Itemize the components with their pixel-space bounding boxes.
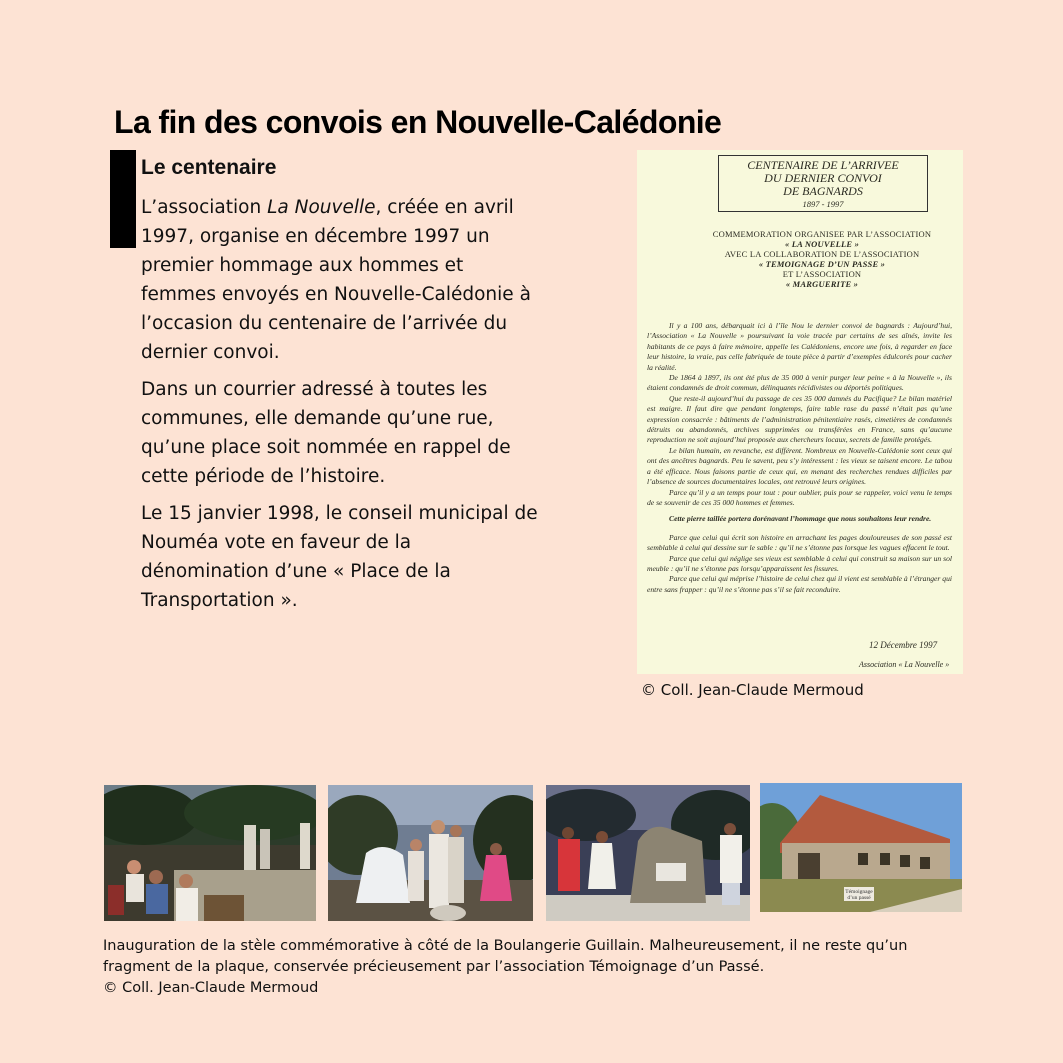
crowd-photo: [104, 785, 316, 921]
paragraph-text: , créée en avril 1997, organise en décembre 1997 un premier hommage aux hommes et femmes envoyés en Nouvelle-Calédonie à l’occasion du centenaire de l’arrivée du dernier convoi.: [141, 197, 531, 363]
document-header-line: DU DERNIER CONVOI: [764, 171, 882, 185]
paragraph-association: [141, 193, 541, 367]
organizer-name: « MARGUERITE »: [785, 279, 859, 289]
association-name: La Nouvelle: [267, 197, 376, 218]
document-years: 1897 - 1997: [802, 199, 844, 209]
paragraph-courrier: Dans un courrier adressé à toutes les communes, elle demande qu’une rue, qu’une place soit nommée en rappel de cette période de l’histoire.: [141, 379, 511, 487]
unveiling-photo: [328, 785, 533, 921]
organizer-name: « LA NOUVELLE »: [784, 239, 860, 249]
organizer-line: AVEC LA COLLABORATION DE L’ASSOCIATION: [724, 249, 920, 259]
document-date: 12 Décembre 1997: [869, 640, 938, 650]
organizer-line: COMMEMORATION ORGANISEE PAR L’ASSOCIATION: [712, 229, 932, 239]
document-credit: © Coll. Jean-Claude Mermoud: [641, 681, 864, 699]
commemoration-document: [637, 150, 963, 674]
document-paragraph: Il y a 100 ans, débarquait ici à l’île Nou le dernier convoi de bagnards : Aujourd’hui, l’Association « La Nouvelle » poursuivant la voie tracée par certains de ses aînés, invite les habitants de ce pays à faire mémoire, appelle les Calédoniens, encore une fois, à regarder en face leur histoire, la vraie, pas celle fabriquée de toute pièce à partir d’exemples édulcorés pour cacher la réalité.: [647, 321, 952, 372]
paragraph-text: L’association: [141, 197, 268, 218]
page-title: La fin des convois en Nouvelle-Calédonie: [114, 104, 722, 140]
caption-credit: © Coll. Jean-Claude Mermoud: [103, 980, 319, 996]
bakery-photo: [760, 783, 962, 912]
photo-caption: [103, 936, 963, 999]
document-paragraph: Parce qu’il y a un temps pour tout : pour oublier, puis pour se rappeler, voici venu le temps de se souvenir de ces 35 000 hommes et femmes.: [647, 487, 952, 507]
section-marker-bar: [110, 150, 136, 248]
section-body: [141, 193, 541, 623]
document-header-line: DE BAGNARDS: [783, 184, 863, 198]
document-organizers: [697, 229, 947, 289]
document-paragraph: Parce que celui qui écrit son histoire en arrachant les pages douloureuses de son passé est semblable à celui qui dessine sur le sable : qu’il ne s’étonne pas lorsque les vagues effacent le tout.: [647, 532, 952, 553]
document-text: [647, 321, 952, 595]
document-paragraph: Parce que celui qui néglige ses vieux est semblable à celui qui construit sa maison sur un sol meuble : qu’il ne s’étonne pas lorsqu’apparaissent les fissures.: [647, 553, 952, 573]
paragraph-vote: Le 15 janvier 1998, le conseil municipal de Nouméa vote en faveur de la dénomination d’une « Place de la Transportation ».: [141, 503, 538, 611]
document-paragraph: De 1864 à 1897, ils ont été plus de 35 000 à venir purger leur peine « à la Nouvelle », ils étaient condamnés de droit commun, délinquants récidivistes ou déportés politiques.: [647, 373, 952, 393]
document-header-box: [718, 155, 928, 212]
document-paragraph: Le bilan humain, en revanche, est différent. Nombreux en Nouvelle-Calédonie sont ceux qui ont des ancêtres bagnards. Peu le savent, peu s’y intéressent : les vieux se taisent encore. Le tabou a été efficace. Nous faisons partie de ceux qui, en menant des recherches rendues difficiles par l’absence de sources documentaires locales, ont retrouvé leurs origines.: [647, 445, 952, 487]
document-paragraph: Que reste-il aujourd’hui du passage de ces 35 000 damnés du Pacifique? Le bilan matériel est maigre. Il faut dire que pendant longtemps, faire table rase du passé n’était pas qu’une expression consacrée : bâtiments de l’administration pénitentiaire rasés, cimetières de condamnés détruits ou abandonnés, archives supprimées ou transférées en France, sans qu’aucune reproduction ne soit aujourd’hui proposée aux chercheurs locaux, secrets de famille protégés.: [647, 393, 952, 445]
document-signature: Association « La Nouvelle »: [859, 660, 950, 669]
document-paragraph-emphasis: Cette pierre taillée portera dorénavant l’hommage que nous souhaitons leur rendre.: [669, 514, 932, 524]
document-header-line: CENTENAIRE DE L’ARRIVEE: [747, 158, 899, 172]
section-heading: Le centenaire: [141, 156, 277, 179]
caption-line: Inauguration de la stèle commémorative à côté de la Boulangerie Guillain. Malheureusement, il ne reste qu’un: [103, 938, 908, 954]
organizer-line: ET L’ASSOCIATION: [782, 269, 862, 279]
sign-text: d’un passé: [847, 895, 871, 901]
document-paragraph: Parce que celui qui méprise l’histoire de celui chez qui il vient est semblable à l’étranger qui entre sans frapper : qu’il ne s’étonne pas s’il se fait reconduire.: [647, 574, 952, 594]
caption-line: fragment de la plaque, conservée précieusement par l’association Témoignage d’un Passé.: [103, 959, 765, 975]
stele-photo: [546, 785, 750, 921]
organizer-name: « TEMOIGNAGE D’UN PASSE »: [758, 259, 886, 269]
sign-text: Témoignage: [845, 889, 873, 895]
